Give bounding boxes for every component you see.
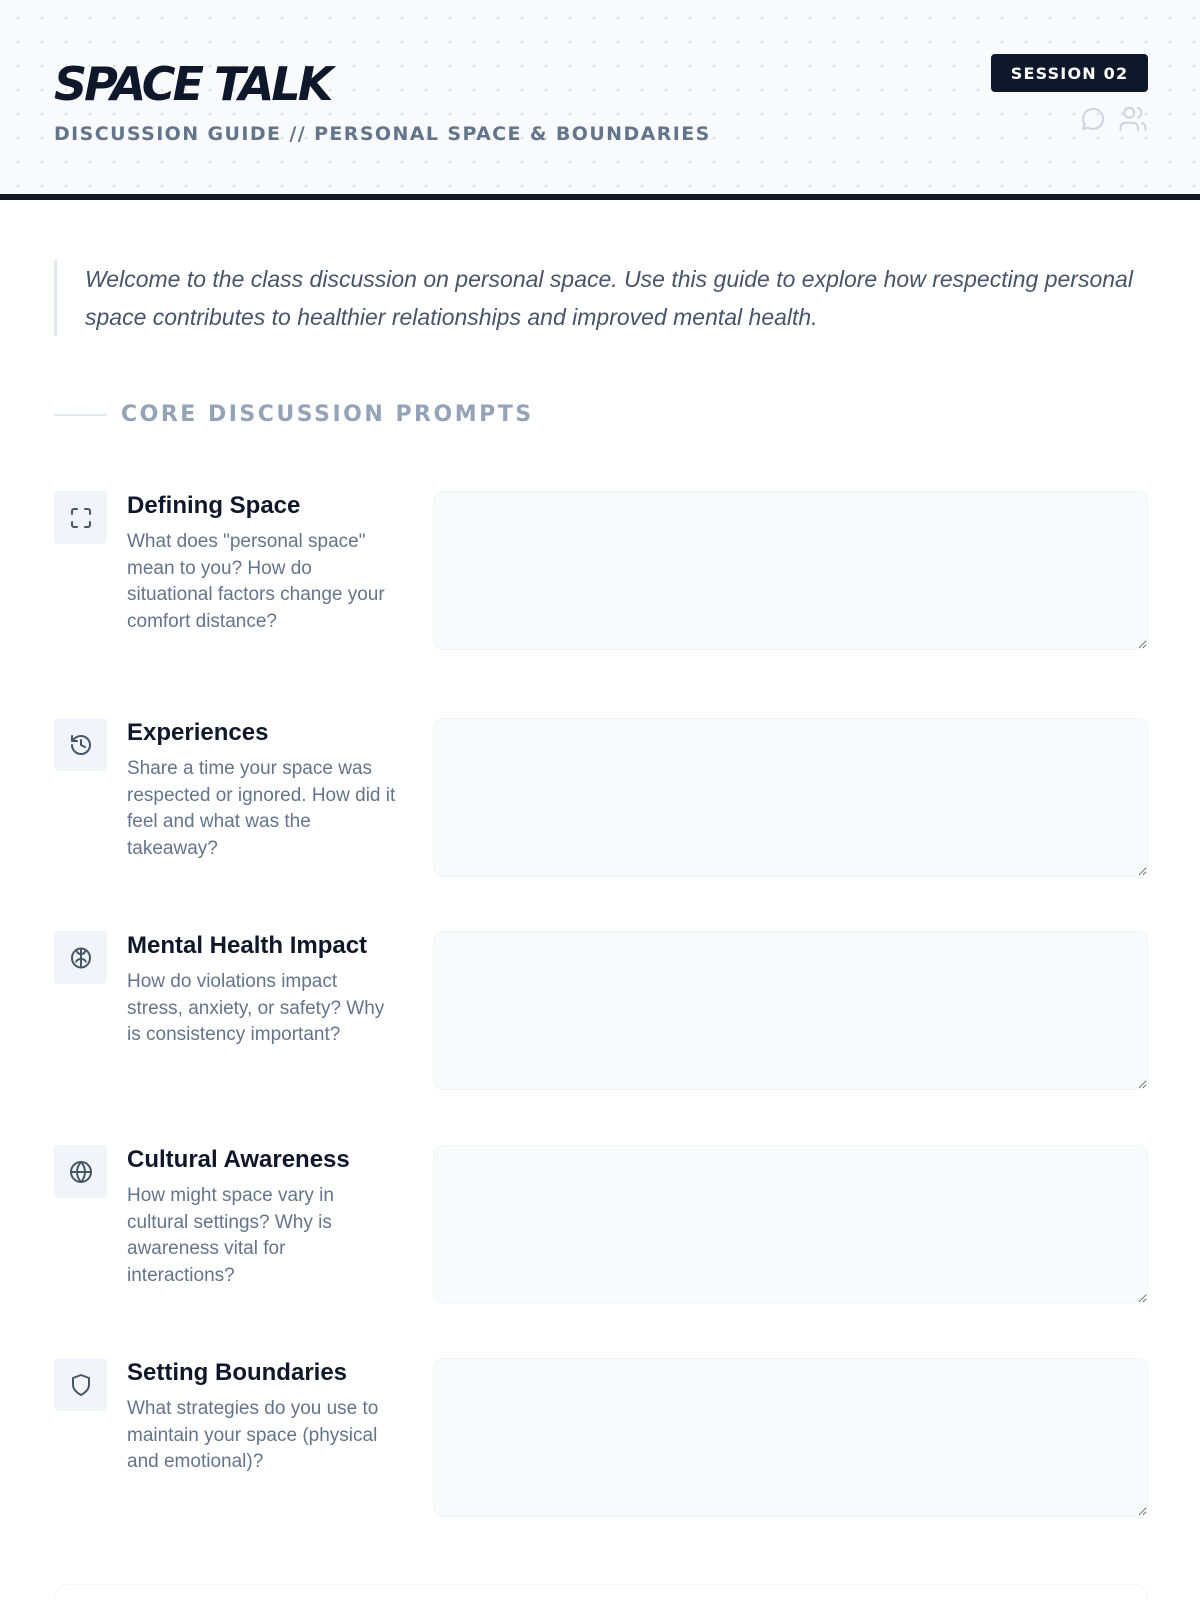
session-badge: SESSION 02 xyxy=(991,54,1148,92)
brain-icon xyxy=(69,946,93,970)
prompt-description: What strategies do you use to maintain your space (physical and emotional)? xyxy=(127,1398,379,1472)
scan-frame-icon xyxy=(69,506,93,530)
page-subtitle: DISCUSSION GUIDE // PERSONAL SPACE & BOUNDARIES xyxy=(54,123,711,145)
users-icon xyxy=(1118,104,1148,134)
section-title: CORE DISCUSSION PROMPTS xyxy=(121,402,534,427)
page-header xyxy=(0,0,1200,200)
prompt-title: Cultural Awareness xyxy=(127,1146,350,1173)
prompt-icon-box xyxy=(54,491,107,544)
shield-icon xyxy=(69,1373,93,1397)
prompt-icon-box xyxy=(54,1358,107,1411)
section-divider xyxy=(54,414,107,416)
footer-panel xyxy=(54,1584,1148,1600)
section-header xyxy=(54,402,534,427)
response-field[interactable] xyxy=(433,718,1148,877)
prompt-title: Setting Boundaries xyxy=(127,1359,348,1386)
chat-bubble-icon xyxy=(1078,104,1108,134)
response-field[interactable] xyxy=(433,931,1148,1090)
prompt-description: Share a time your space was respected or ignored. How did it feel and what was the takeaway? xyxy=(127,758,396,859)
history-icon xyxy=(69,733,93,757)
prompt-icon-box xyxy=(54,1145,107,1198)
response-field[interactable] xyxy=(433,491,1148,650)
response-field[interactable] xyxy=(433,1358,1148,1517)
prompt-icon-box xyxy=(54,931,107,984)
prompt-icon-box xyxy=(54,718,107,771)
globe-icon xyxy=(69,1160,93,1184)
prompt-description: How do violations impact stress, anxiety, or safety? Why is consistency important? xyxy=(127,971,385,1045)
prompt-description: How might space vary in cultural settings? Why is awareness vital for interactions? xyxy=(127,1185,334,1286)
prompt-description: What does "personal space" mean to you? How do situational factors change your comfort distance? xyxy=(127,531,385,632)
page-title: SPACE TALK xyxy=(54,57,331,111)
intro-text: Welcome to the class discussion on personal space. Use this guide to explore how respecting personal space contributes to healthier relationships and improved mental health. xyxy=(54,260,1154,336)
prompt-title: Defining Space xyxy=(127,492,301,519)
response-field[interactable] xyxy=(433,1145,1148,1304)
prompt-title: Experiences xyxy=(127,719,269,746)
prompt-title: Mental Health Impact xyxy=(127,932,368,959)
